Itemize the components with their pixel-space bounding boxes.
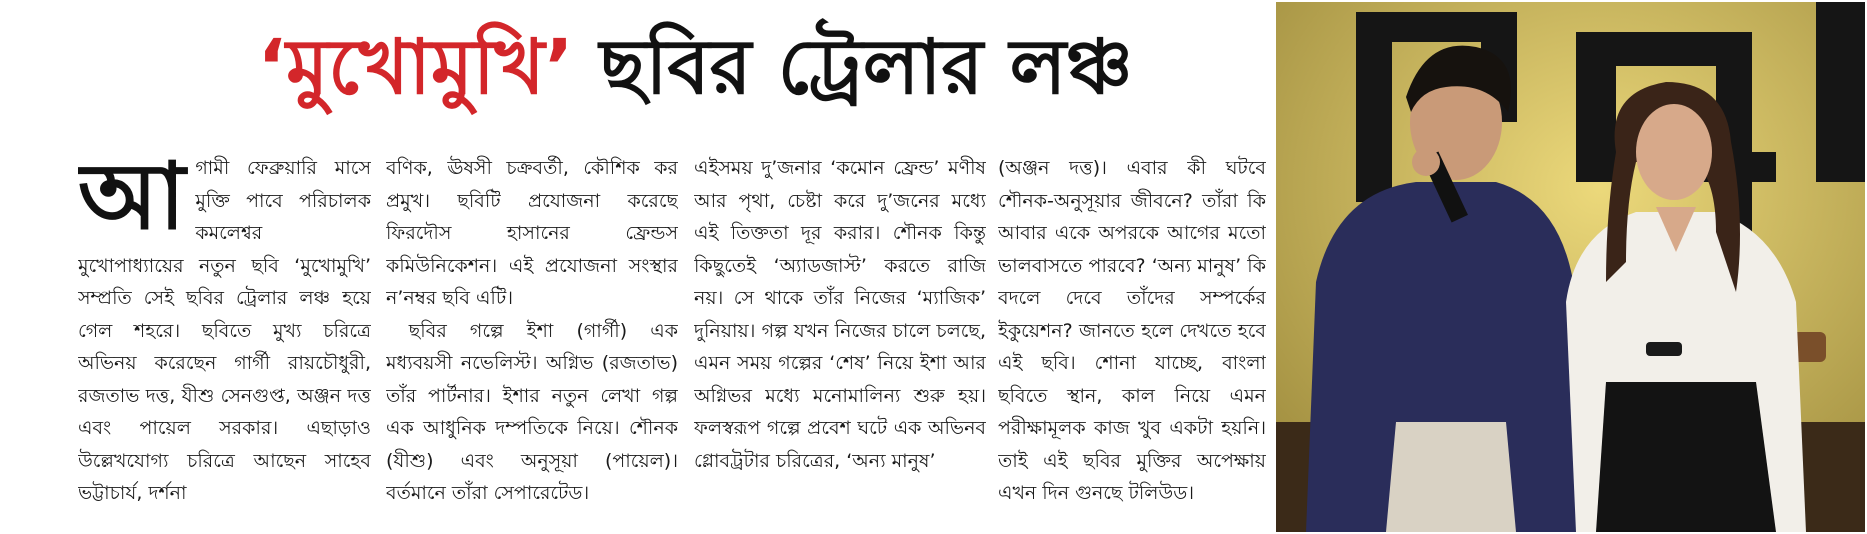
article-col2-para1: বণিক, ঊষসী চক্রবর্তী, কৌশিক কর প্রমুখ। ছবিটি প্রযোজনা করেছে ফিরদৌস হাসানের ফ্রেন্ডস কমিউনিকেশন। এই প্রযোজনা সংস্থার ন’নম্বর ছবি এটি। [386, 157, 678, 309]
article-column-3 [694, 152, 986, 530]
headline-quoted-title: ‘মুখোমুখি’ [257, 22, 574, 111]
article-column-1 [78, 152, 371, 530]
article-col2-para2: ছবির গল্পে ইশা (গার্গী) এক মধ্যবয়সী নভেলিস্ট। অগ্নিভ (রজতাভ) তাঁর পার্টনার। ইশার নতুন লেখা গল্প এক আধুনিক দম্পতিকে নিয়ে। শৌনক (যীশু) এবং অনুসূয়া (পায়েল)। বর্তমানে তাঁরা সেপারেটেড। [386, 319, 678, 504]
event-photo-illustration [1276, 2, 1865, 532]
drop-cap: আ [78, 152, 186, 250]
article-col1-text: গামী ফেব্রুয়ারি মাসে মুক্তি পাবে পরিচালক কমলেশ্বর মুখোপাধ্যায়ের নতুন ছবি ‘মুখোমুখি’ সম্প্রতি সেই ছবির ট্রেলার লঞ্চ হয়ে গেল শহরে। ছবিতে মুখ্য চরিত্রে অভিনয় করেছেন গার্গী রায়চৌধুরী, রজতাভ দত্ত, যীশু সেনগুপ্ত, অঞ্জন দত্ত এবং পায়েল সরকার। এছাড়াও উল্লেখযোগ্য চরিত্রে আছেন সাহেব ভট্টাচার্য, দর্শনা [78, 157, 371, 504]
article-column-4 [998, 152, 1266, 530]
headline-rest: ছবির ট্রেলার লঞ্চ [599, 22, 1133, 111]
headline [150, 8, 1240, 126]
article-col4-text: (অঞ্জন দত্ত)। এবার কী ঘটবে শৌনক-অনুসূয়ার জীবনে? তাঁরা কি আবার একে অপরকে আগের মতো ভালবাসতে পারবে? ‘অন্য মানুষ’ কি বদলে দেবে তাঁদের সম্পর্কের ইকুয়েশন? জানতে হলে দেখতে হবে এই ছবি। শোনা যাচ্ছে, বাংলা ছবিতে স্থান, কাল নিয়ে এমন পরীক্ষামূলক কাজ খুব একটা হয়নি। তাই এই ছবির মুক্তির অপেক্ষায় এখন দিন গুনছে টলিউড। [998, 157, 1266, 504]
article-col3-text: এইসময় দু’জনার ‘কমোন ফ্রেন্ড’ মণীষ আর পৃথা, চেষ্টা করে দু’জনের মধ্যে এই তিক্ততা দূর করার। শৌনক কিন্তু কিছুতেই ‘অ্যাডজাস্ট’ করতে রাজি নয়। সে থাকে তাঁর নিজের ‘ম্যাজিক’ দুনিয়ায়। গল্প যখন নিজের চালে চলছে, এমন সময় গল্পের ‘শেষ’ নিয়ে ইশা আর অগ্নিভর মধ্যে মনোমালিন্য শুরু হয়। ফলস্বরূপ গল্পে প্রবেশ ঘটে এক অভিনব গ্লোবট্রটার চরিত্রের, ‘অন্য মানুষ’ [694, 157, 986, 472]
article-column-2 [386, 152, 678, 530]
article-body [78, 152, 1264, 530]
event-photo [1276, 2, 1865, 532]
